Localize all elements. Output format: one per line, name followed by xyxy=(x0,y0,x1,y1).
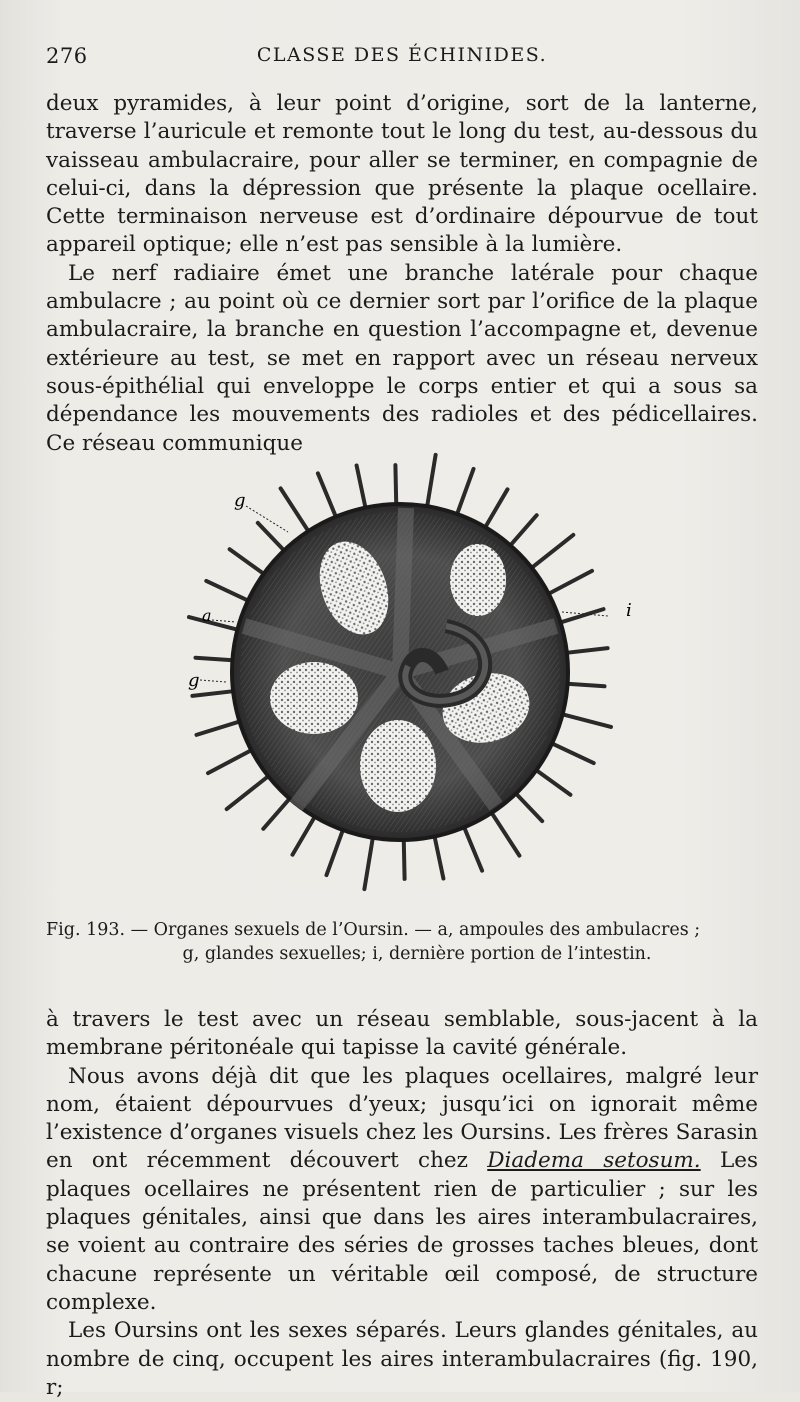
sea-urchin-illustration xyxy=(188,476,632,896)
bottom-text-block xyxy=(46,1006,758,1402)
paragraph-4 xyxy=(46,1063,758,1318)
paragraph-1: deux pyramides, à leur point d’origine, sort de la lanterne, traverse l’auricule et remonte tout le long du test, au-dessous du vaisseau ambulacraire, pour aller se terminer, en compagnie de celui-ci, dans la dépression que présente la plaque ocellaire. Cette terminaison nerveuse est d’ordinaire dépourvue de tout appareil optique; elle n’est pas sensible à la lumière. xyxy=(46,91,758,258)
species-name: Diadema setosum. xyxy=(487,1148,701,1174)
paragraph-5: Les Oursins ont les sexes séparés. Leurs glandes génitales, au nombre de cinq, occupent les aires interambulacraires (fig. 190, r; xyxy=(46,1318,758,1400)
page-number: 276 xyxy=(46,44,88,68)
running-head: CLASSE DES ÉCHINIDES. xyxy=(256,44,548,66)
figure-caption xyxy=(46,918,758,966)
page-header xyxy=(46,44,758,78)
label-g-left: g xyxy=(188,670,200,691)
caption-line-1: Fig. 193. — Organes sexuels de l’Oursin. — a, ampoules des ambulacres ; xyxy=(46,920,701,940)
paragraph-3: à travers le test avec un réseau semblable, sous-jacent à la membrane péritonéale qui tapisse la cavité générale. xyxy=(46,1007,758,1061)
label-i: i xyxy=(626,600,632,621)
paragraph-4-text-after: Les plaques ocellaires ne présentent rien de particulier ; sur les plaques génitales, ainsi que dans les aires interambulacraires, se voient au contraire des séries de grosses taches bleues, dont chacune représente un véritable œil composé, de structure complexe. xyxy=(46,1148,758,1315)
caption-line-2: g, glandes sexuelles; i, dernière portion de l’intestin. xyxy=(182,944,652,964)
top-text-block xyxy=(46,90,758,458)
sea-urchin-figure xyxy=(188,476,632,896)
label-a: a xyxy=(202,606,212,625)
paragraph-2: Le nerf radiaire émet une branche latérale pour chaque ambulacre ; au point où ce dernier sort par l’orifice de la plaque ambulacraire, la branche en question l’accompagne et, devenue extérieure au test, se met en rapport avec un réseau nerveux sous-épithélial qui enveloppe le corps entier et qui a sous sa dépendance les mouvements des radioles et des pédicellaires. Ce réseau communique xyxy=(46,260,758,456)
paragraph-4-text-before: Nous avons déjà dit que les plaques ocellaires, malgré leur nom, étaient dépourvues d’yeux; jusqu’ici on ignorait même l’existence d’organes visuels chez les Oursins. Les frères Sarasin en ont récemment découvert chez xyxy=(46,1063,758,1174)
label-g-top: g xyxy=(234,490,246,511)
